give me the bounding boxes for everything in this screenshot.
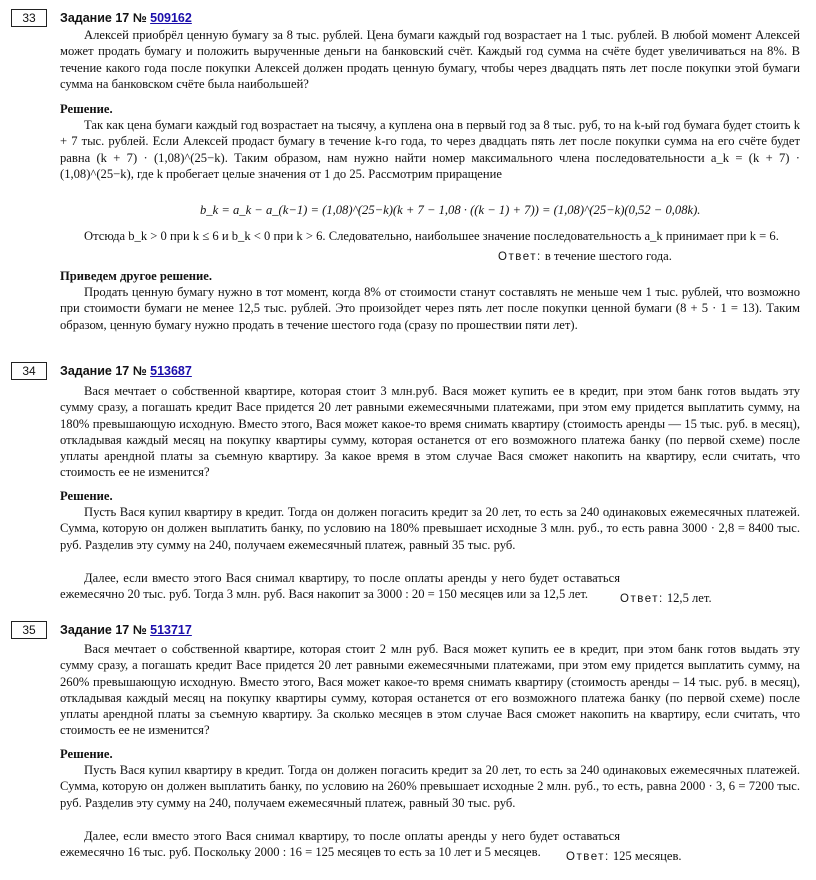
problem-title <box>60 363 192 379</box>
problem-number-box: 33 <box>11 9 47 27</box>
solution-paragraph: Так как цена бумаги каждый год возрастает на тысячу, а куплена она в первый год за 8 тыс. руб, то на k-ый год бумага будет стоить k + 7 тыс. рублей. Если Алексей продаст бумагу в течение k-го года, то через двадцать пять лет после покупки сумма на его счёте будет равна (k + 7) · (1,08)^(25−k). Таким образом, нам нужно найти номер максимального члена последовательности a_k = (k + 7) · (1,08)^(25−k), где k пробегает целые значения от 1 до 25. Рассмотрим приращение <box>60 118 800 181</box>
solution-label: Решение. <box>60 102 113 116</box>
problem-statement: Вася мечтает о собственной квартире, которая стоит 2 млн руб. Вася может купить ее в кредит, при этом банк готов выдать эту сумму сразу, а погашать кредит Васе придется 20 лет равными ежемесячными платежами, при этом ему придется выплатить сумму, на 260% превышающую исходную. Вместо этого, Вася может какое-то время снимать квартиру (стоимость аренды – 14 тыс. руб. в месяц), откладывая каждый месяц на покупку квартиры сумму, которая останется от его возможного платежа банку (по первой схеме) после уплаты арендной платы за съемную квартиру. За сколько месяцев в этом случае Вася сможет накопить на квартиру, если считать, что стоимость ее не изменится? <box>60 642 800 738</box>
problem-title <box>60 10 192 26</box>
title-prefix: Задание 17 № <box>60 364 147 378</box>
task-link[interactable]: 513717 <box>150 623 192 637</box>
answer-label: Ответ: <box>566 851 610 863</box>
answer <box>566 848 682 865</box>
solution-paragraph: Далее, если вместо этого Вася снимал квартиру, то после оплаты аренды у него будет оставаться ежемесячно 16 тыс. руб. Поскольку 2000 : 16 = 125 месяцев то есть за 10 лет и 5 месяцев. <box>60 829 620 860</box>
answer-value: 12,5 лет. <box>666 591 712 605</box>
problem-statement: Алексей приобрёл ценную бумагу за 8 тыс. рублей. Цена бумаги каждый год возрастает на 1 тыс. рублей. В любой момент Алексей может продать бумагу и положить вырученные деньги на банковский счёт. Каждый год сумма на счёте будет увеличиваться на 8%. В течение какого года после покупки Алексей должен продать ценную бумагу, чтобы через двадцать пять лет после покупки этой бумаги сумма на банковском счёте была наибольшей? <box>60 28 800 91</box>
answer-label: Ответ: <box>620 593 664 605</box>
title-prefix: Задание 17 № <box>60 623 147 637</box>
increment-formula: b_k = a_k − a_(k−1) = (1,08)^(25−k)(k + 7 − 1,08 · ((k − 1) + 7)) = (1,08)^(25−k)(0,52 − 0,08k). <box>200 203 701 217</box>
problem-statement: Вася мечтает о собственной квартире, которая стоит 3 млн.руб. Вася может купить ее в кредит, при этом банк готов выдать эту сумму сразу, а погашать кредит Васе придется 20 лет равными ежемесячными платежами, при этом ему придется выплатить сумму, на 180% превышающую исходную. Вместо этого, Вася может какое-то время снимать квартиру (стоимость аренды — 15 тыс. руб. в месяц), откладывая каждый месяц на покупку квартиры сумму, которая останется от его возможного платежа банку (по первой схеме) после уплаты арендной платы за съемную квартиру. За какое время в этом случае Вася сможет накопить на квартиру, если считать, что стоимость ее не изменится? <box>60 384 800 480</box>
solution-paragraph: Отсюда b_k > 0 при k ≤ 6 и b_k < 0 при k > 6. Следовательно, наибольшее значение последовательность a_k принимает при k = 6. <box>84 229 779 243</box>
task-link[interactable]: 513687 <box>150 364 192 378</box>
solution-paragraph: Пусть Вася купил квартиру в кредит. Тогда он должен погасить кредит за 20 лет, то есть за 240 одинаковых ежемесячных платежей. Сумма, которую он должен выплатить банку, по условию на 180% превышает исходные 3 млн. руб., то есть равна 3000 · 2,8 = 8400 тыс. руб. Разделив эту сумму на 240, получаем ежемесячный платеж, равный 35 тыс. руб. <box>60 505 800 552</box>
solution-label: Решение. <box>60 747 113 761</box>
title-prefix: Задание 17 № <box>60 11 147 25</box>
answer <box>620 590 712 607</box>
alt-solution-text: Продать ценную бумагу нужно в тот момент, когда 8% от стоимости станут составлять не меньше чем 1 тыс. рублей, что возможно при стоимости бумаги не менее 12,5 тыс. рублей. Это произойдет через пять лет после покупки ценной бумаги (8 + 5 · 1 = 13). Таким образом, ценную бумагу нужно продать в течение шестого года (сразу по прошествии пяти лет). <box>60 285 800 332</box>
problem-number-box: 35 <box>11 621 47 639</box>
solution-paragraph: Пусть Вася купил квартиру в кредит. Тогда он должен погасить кредит за 20 лет, то есть за 240 одинаковых ежемесячных платежей. Сумма, которую он должен выплатить банку, по условию на 260% превышает исходные 2 млн. руб., то есть, равна 2000 · 3, 6 = 7200 тыс. руб. Разделив эту сумму на 240, получаем ежемесячный платеж, равный 30 тыс. руб. <box>60 763 800 810</box>
task-link[interactable]: 509162 <box>150 11 192 25</box>
solution-label: Решение. <box>60 489 113 503</box>
answer-value: в течение шестого года. <box>544 249 672 263</box>
answer-value: 125 месяцев. <box>612 849 682 863</box>
alt-solution-label: Приведем другое решение. <box>60 269 212 283</box>
answer <box>498 248 672 265</box>
answer-label: Ответ: <box>498 251 542 263</box>
problem-number-box: 34 <box>11 362 47 380</box>
problem-title <box>60 622 192 638</box>
solution-paragraph: Далее, если вместо этого Вася снимал квартиру, то после оплаты аренды у него будет оставаться ежемесячно 20 тыс. руб. Тогда 3 млн. руб. Вася накопит за 3000 : 20 = 150 месяцев или за 12,5 лет. <box>60 571 620 602</box>
